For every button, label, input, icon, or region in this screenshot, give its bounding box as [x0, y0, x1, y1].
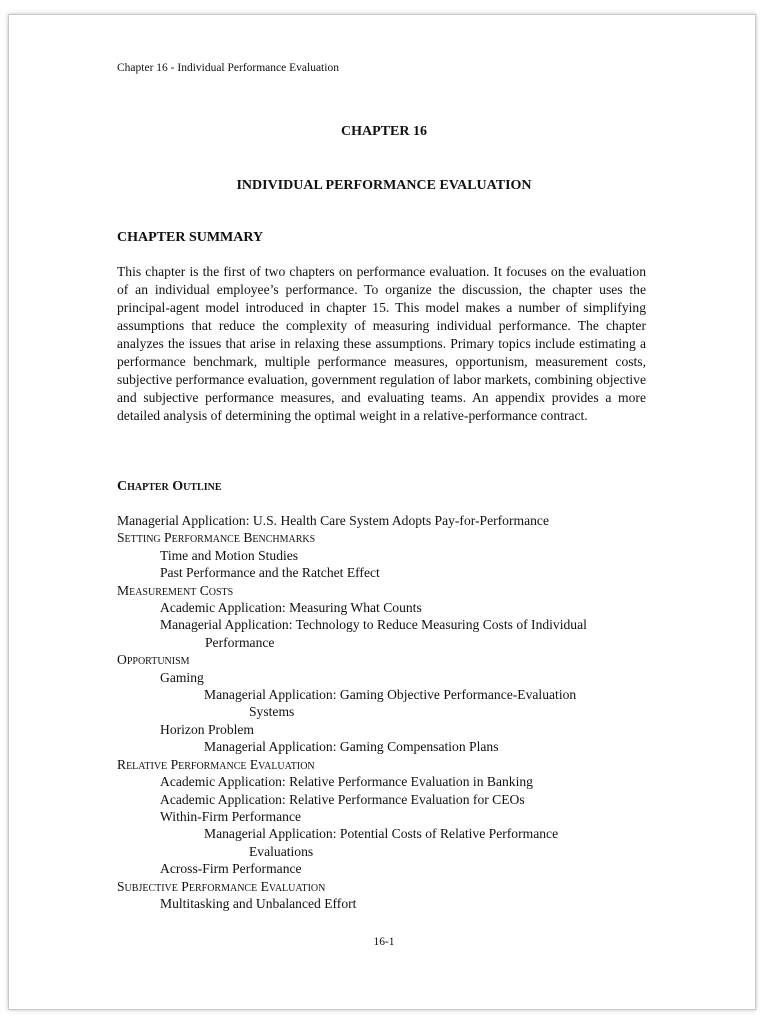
outline-item: Managerial Application: Potential Costs of Relative Performance Evaluations — [204, 826, 559, 859]
outline-item: Academic Application: Relative Performance Evaluation for CEOs — [160, 791, 525, 807]
outline-item: Horizon Problem — [160, 721, 255, 737]
chapter-title: INDIVIDUAL PERFORMANCE EVALUATION — [236, 178, 532, 193]
outline-item: Managerial Application: Technology to Reduce Measuring Costs of Individual Performance — [160, 617, 587, 650]
outline-section: Relative Performance Evaluation — [117, 756, 315, 772]
chapter-summary-paragraph: This chapter is the first of two chapters on performance evaluation. It focuses on the evaluation of an individual employee’s performance. To organize the discussion, the chapter uses the principal-agent model introduced in chapter 15. This model makes a number of simplifying assumptions that reduce the complexity of measuring individual performance. The chapter analyzes the issues that arise in relaxing these assumptions. Primary topics include estimating a performance benchmark, multiple performance measures, opportunism, measurement costs, subjective performance evaluation, government regulation of labor markets, combining objective and subjective performance measures, and evaluating teams. An appendix provides a more detailed analysis of determining the optimal weight in a relative-performance contract. — [117, 264, 646, 423]
outline-item: Across-Firm Performance — [160, 861, 302, 877]
outline-item: Academic Application: Relative Performance Evaluation in Banking — [160, 774, 533, 790]
running-header: Chapter 16 - Individual Performance Evaluation — [117, 62, 339, 74]
page-number: 16-1 — [373, 936, 395, 948]
outline-item: Managerial Application: Gaming Objective Performance-Evaluation Systems — [204, 687, 577, 720]
chapter-summary-heading: CHAPTER SUMMARY — [117, 230, 264, 245]
outline-item: Gaming — [160, 669, 204, 685]
outline-item: Managerial Application: U.S. Health Care System Adopts Pay-for-Performance — [117, 513, 549, 528]
outline-section: Setting Performance Benchmarks — [117, 530, 316, 546]
chapter-outline-heading: Chapter Outline — [117, 479, 222, 494]
outline-item: Past Performance and the Ratchet Effect — [160, 565, 380, 581]
outline-item: Within-Firm Performance — [160, 808, 302, 824]
outline-item: Academic Application: Measuring What Counts — [160, 600, 422, 616]
outline-section: Subjective Performance Evaluation — [117, 878, 326, 894]
outline-item: Managerial Application: Gaming Compensation Plans — [204, 739, 499, 755]
chapter-number: CHAPTER 16 — [341, 124, 427, 139]
outline-section: Opportunism — [117, 652, 190, 668]
outline-item: Time and Motion Studies — [160, 547, 299, 563]
chapter-outline-list — [117, 512, 657, 912]
outline-item: Multitasking and Unbalanced Effort — [160, 895, 357, 911]
outline-section: Measurement Costs — [117, 582, 234, 598]
